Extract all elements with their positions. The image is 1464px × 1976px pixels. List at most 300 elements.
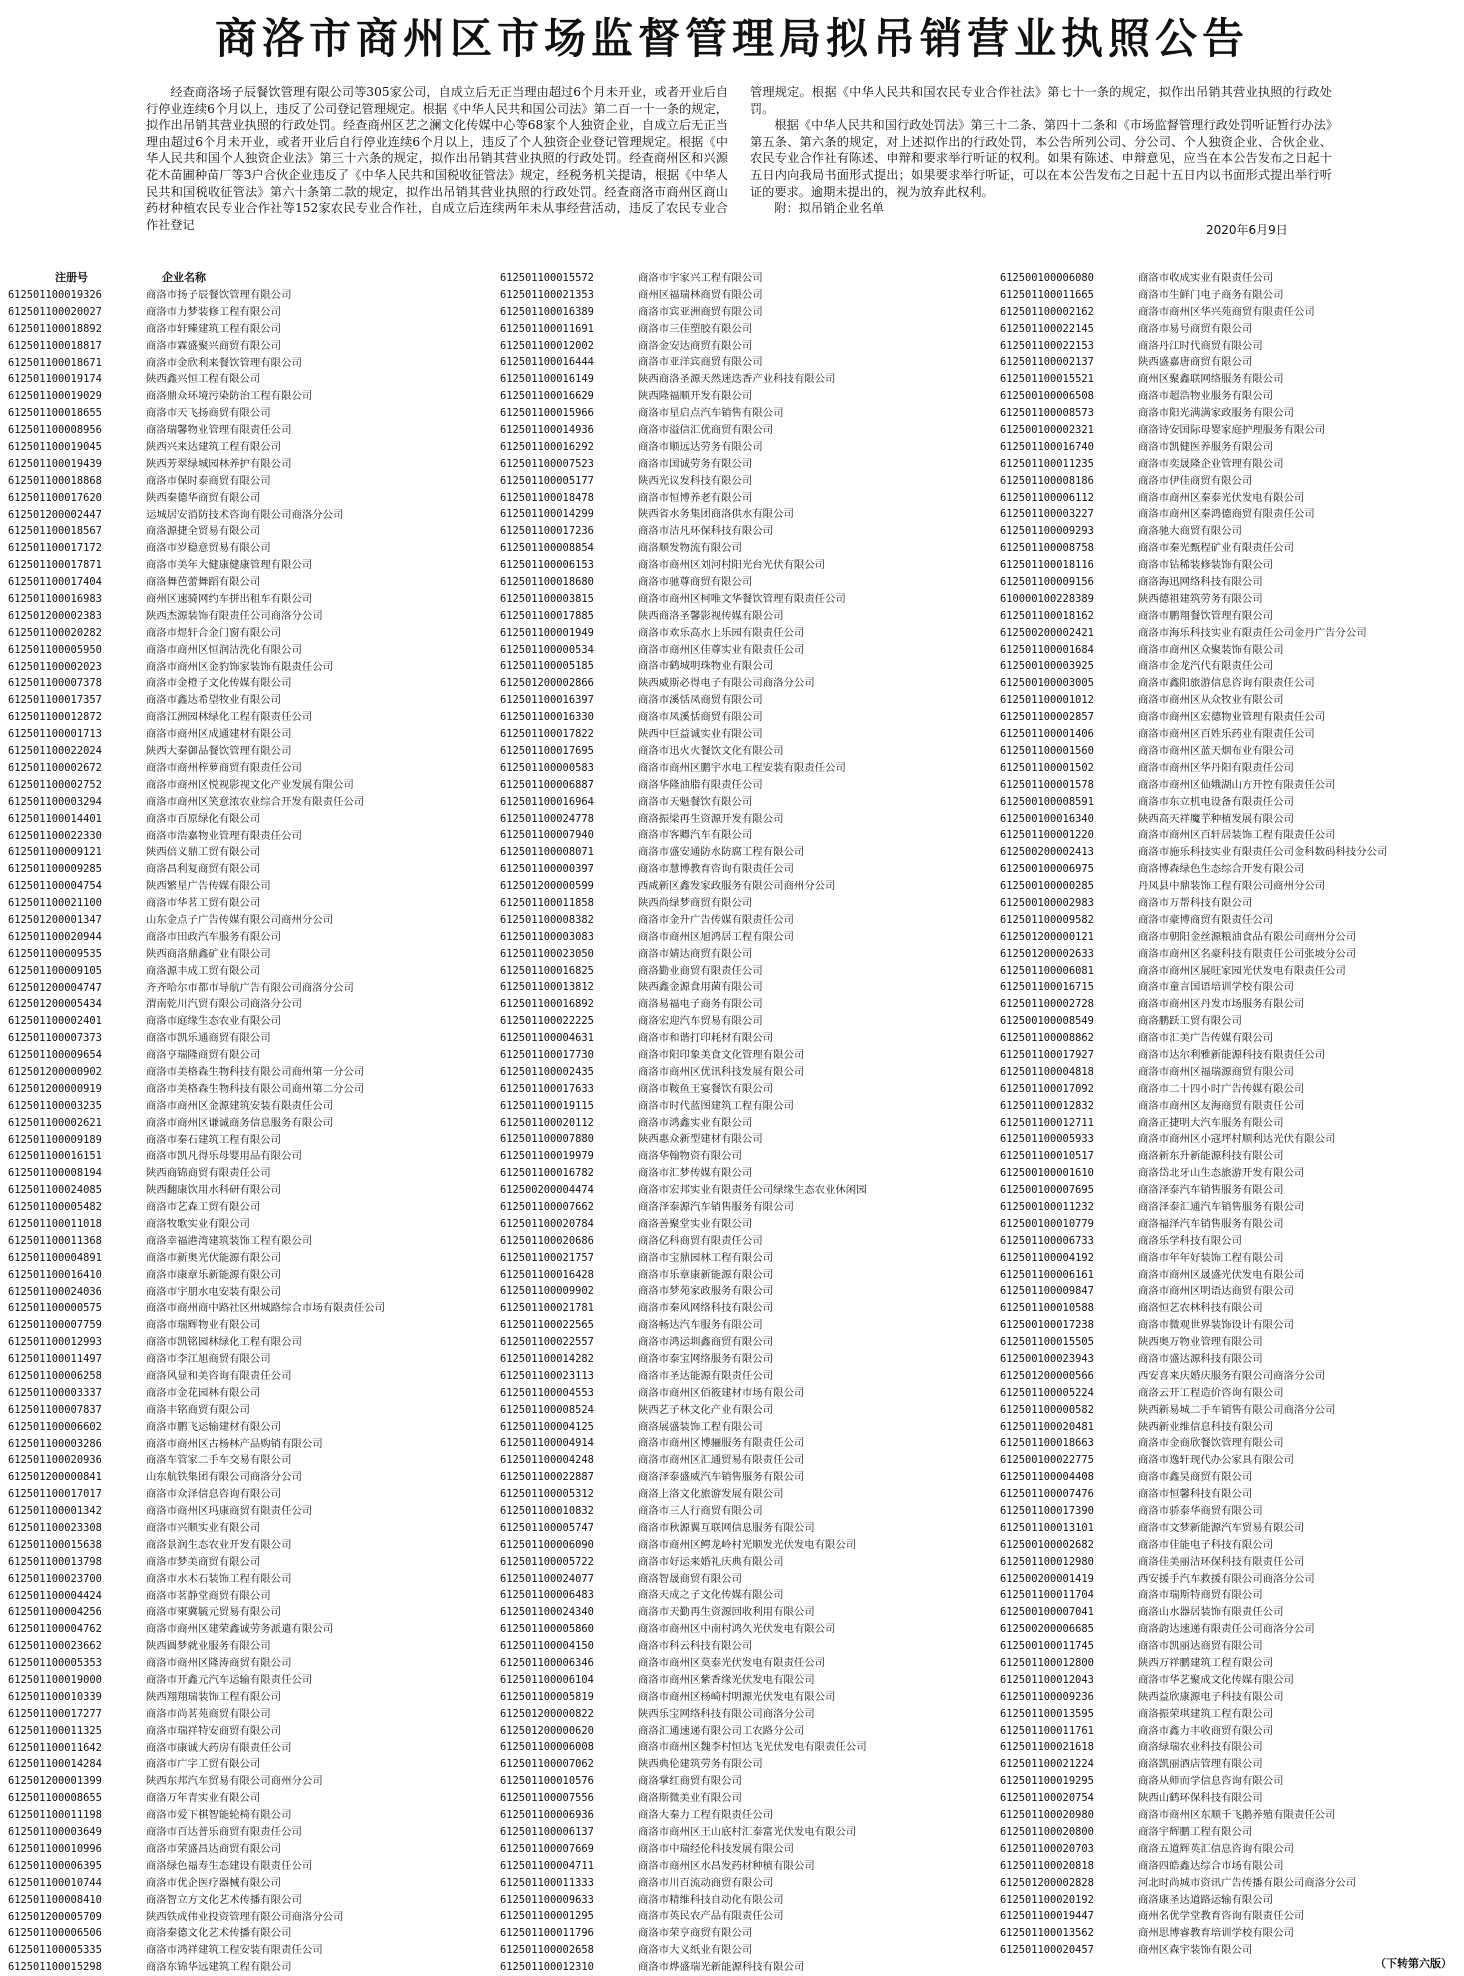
list-item (500, 1942, 992, 1959)
company-name: 商洛上洛文化旅游发展有限公司 (638, 1488, 784, 1501)
company-name: 商洛市星启点汽车销售有限公司 (638, 407, 784, 420)
list-item (500, 1148, 992, 1165)
list-item (1000, 979, 1460, 996)
list-item (8, 1638, 488, 1655)
company-name: 商洛市商州区小寇坪村顺利达光伏有限公司 (1138, 1133, 1336, 1146)
list-item (500, 1452, 992, 1469)
registration-number: 612501100005482 (8, 1201, 102, 1214)
list-item (8, 1284, 488, 1301)
company-name: 商洛源捷全贸易有限公司 (146, 525, 261, 538)
list-item (500, 1571, 992, 1588)
company-name: 商洛市鑫力丰收商贸有限公司 (1138, 1724, 1274, 1737)
list-item (1000, 1486, 1460, 1503)
company-name: 陕西益欣康源电子科技有限公司 (1138, 1690, 1284, 1703)
registration-number: 612501100020703 (1000, 1842, 1094, 1855)
registration-number: 612501100001295 (500, 1910, 594, 1923)
list-item (8, 1520, 488, 1537)
list-item (8, 557, 488, 574)
company-name: 商洛市商州区悦视影视文化产业发展有限公司 (146, 778, 354, 791)
company-name: 商洛顺发物流有限公司 (638, 542, 742, 555)
registration-number: 612501100006137 (500, 1825, 594, 1838)
list-item (500, 1841, 992, 1858)
list-item (500, 811, 992, 828)
list-item (1000, 1199, 1460, 1216)
company-name: 商洛泽泰汇通汽车销售服务有限公司 (1138, 1200, 1305, 1213)
registration-number: 612501100003649 (8, 1826, 102, 1839)
registration-number: 612500100006975 (1000, 863, 1094, 876)
company-name: 陕西中巨益诚实业有限公司 (638, 728, 763, 741)
list-item (8, 963, 488, 980)
list-item (1000, 1385, 1460, 1402)
intro-right-column (750, 84, 1332, 217)
list-item (500, 946, 992, 963)
company-name: 商洛市茗静堂商贸有限公司 (146, 1589, 271, 1602)
list-item (1000, 1452, 1460, 1469)
registration-number: 612501100005747 (500, 1521, 594, 1534)
company-name: 商洛新东升新能源科技有限公司 (1138, 1150, 1284, 1163)
list-item (500, 675, 992, 692)
company-name: 商洛市商州区明语达商贸有限公司 (1138, 1285, 1294, 1298)
registration-number: 612501100021100 (8, 897, 102, 910)
registration-number: 612501100005819 (500, 1690, 594, 1703)
intro-paragraph-1: 经查商洛场子辰餐饮管理有限公司等305家公司，自成立后无正当理由超过6个月未开业，或者开业后自行停业连续6个月以上，违反了公司登记管理规定。根据《中华人民共和国公司法》第二百一十一条的规定，拟作出吊销其营业执照的行政处罚。经查商州区艺之澜文化传媒中心等68家个人独资企业，自成立后无正当理由超过6个月未开业，或者开业后自行停业连续6个月以上，违反了个人独资企业登记管理规定。根据《中华人民共和国个人独资企业法》第三十六条的规定，拟作出吊销其营业执照的行政处罚。经查商州区和兴源花木苗圃种苗厂等3户合伙企业违反了《中华人民共和国税收征管法》规定，经税务机关提请，根据《中华人民共和国税收征管法》第六十条第二款的规定，拟作出吊销其营业执照的行政处罚。经查商洛市商州区商山药材种植农民专业合作社等152家农民专业合作社，自成立后连续两年未从事经营活动，违反了农民专业合作社登记 (146, 85, 728, 232)
registration-number: 612501100020457 (1000, 1944, 1094, 1957)
registration-number: 612501100018116 (1000, 559, 1094, 572)
company-name: 商洛景润生态农业开发有限公司 (146, 1538, 292, 1551)
list-item (1000, 1554, 1460, 1571)
list-item (8, 1047, 488, 1064)
list-item (500, 1115, 992, 1132)
list-item (1000, 1739, 1460, 1756)
list-item (500, 456, 992, 473)
list-item (8, 1672, 488, 1689)
company-name: 商洛市商州区金豹饰家装饰有限责任公司 (146, 660, 334, 673)
company-name: 商洛车管家二手车交易有限公司 (146, 1454, 292, 1467)
registration-number: 612501100020936 (8, 1454, 102, 1467)
list-item (8, 878, 488, 895)
registration-number: 612501100005933 (1000, 1133, 1094, 1146)
list-item (8, 1807, 488, 1824)
company-name: 陕西东邦汽车贸易有限公司商州分公司 (146, 1775, 323, 1788)
list-item (8, 388, 488, 405)
company-name: 商洛市商州区旭鸿居工程有限公司 (638, 930, 794, 943)
list-item (500, 1267, 992, 1284)
company-name: 商洛康圣达道路运输有限公司 (1138, 1893, 1274, 1906)
company-name: 商洛市海乐科技实业有限责任公司金丹广告分公司 (1138, 626, 1367, 639)
company-name: 商洛市天勤再生资源回收利用有限公司 (638, 1606, 815, 1619)
registration-number: 612501100022145 (1000, 322, 1094, 335)
list-item (1000, 405, 1460, 422)
list-item (1000, 1216, 1460, 1233)
company-name: 商洛市三人行商贸有限公司 (638, 1505, 763, 1518)
registration-number: 612501100019439 (8, 457, 102, 470)
list-item (1000, 1098, 1460, 1115)
registration-number: 612501100019174 (8, 373, 102, 386)
company-name: 河北时尚城市资讯广告传播有限公司商洛分公司 (1138, 1876, 1357, 1889)
list-item (8, 1689, 488, 1706)
registration-number: 612501100020754 (1000, 1792, 1094, 1805)
list-item (8, 1740, 488, 1757)
registration-number: 612501100004408 (1000, 1471, 1094, 1484)
list-item (8, 1148, 488, 1165)
registration-number: 612500200004474 (500, 1184, 594, 1197)
registration-number: 612501100000397 (500, 863, 594, 876)
list-item (8, 287, 488, 304)
notice-date: 2020年6月9日 (1206, 223, 1288, 237)
company-name: 商洛市梦美商贸有限公司 (146, 1555, 261, 1568)
list-item (8, 743, 488, 760)
company-name: 商洛市伊佳商贸有限公司 (1138, 474, 1253, 487)
registration-number: 612501100012993 (8, 1336, 102, 1349)
list-item (1000, 1604, 1460, 1621)
list-column-3 (1000, 270, 1460, 1959)
registration-number: 612501100017390 (1000, 1505, 1094, 1518)
registration-number: 612501100010996 (8, 1842, 102, 1855)
registration-number: 612501100002023 (8, 660, 102, 673)
company-name: 商洛市煜轩合金门窗有限公司 (146, 626, 282, 639)
company-name: 商洛市婧达商贸有限公司 (638, 947, 753, 960)
registration-number: 612501100009285 (8, 863, 102, 876)
intro-paragraph-2: 管理规定。根据《中华人民共和国农民专业合作社法》第七十一条的规定，拟作出吊销其营业执照的行政处罚。 (750, 85, 1332, 116)
list-item (500, 1604, 992, 1621)
registration-number: 612500100000285 (1000, 880, 1094, 893)
company-name: 商洛市商州梓萝商贸有限责任公司 (146, 761, 302, 774)
list-item (500, 1908, 992, 1925)
list-item (1000, 1148, 1460, 1165)
list-item (1000, 1706, 1460, 1723)
list-item (1000, 506, 1460, 523)
registration-number: 612500100002682 (1000, 1538, 1094, 1551)
list-item (1000, 844, 1460, 861)
registration-number: 612501100020112 (500, 1116, 594, 1129)
list-item (8, 523, 488, 540)
registration-number: 612501200000620 (500, 1724, 594, 1737)
company-name: 陕西圆梦就业服务有限公司 (146, 1640, 271, 1653)
company-name: 丹凤县中鼎装饰工程有限公司商州分公司 (1138, 880, 1326, 893)
registration-number: 612501100019029 (8, 390, 102, 403)
registration-number: 612501100017633 (500, 1082, 594, 1095)
registration-number: 612501100022024 (8, 745, 102, 758)
list-item (1000, 1638, 1460, 1655)
registration-number: 612501100007062 (500, 1758, 594, 1771)
list-item (8, 760, 488, 777)
registration-number: 612501100022565 (500, 1319, 594, 1332)
list-item (500, 658, 992, 675)
list-item (8, 1385, 488, 1402)
company-name: 商洛丰铭商贸有限公司 (146, 1403, 250, 1416)
registration-number: 612501100009156 (1000, 576, 1094, 589)
registration-number: 612501100016715 (1000, 981, 1094, 994)
registration-number: 612501100008410 (8, 1893, 102, 1906)
company-name: 商洛市美格森生物科技有限公司商州第二分公司 (146, 1082, 365, 1095)
registration-number: 612501100011368 (8, 1234, 102, 1247)
list-item (8, 405, 488, 422)
company-name: 商洛市商州区隆涛商贸有限公司 (146, 1657, 292, 1670)
registration-number: 612501200002866 (500, 677, 594, 690)
registration-number: 612500100008549 (1000, 1015, 1094, 1028)
registration-number: 612500100001610 (1000, 1167, 1094, 1180)
list-item (1000, 1908, 1460, 1925)
list-item (500, 895, 992, 912)
list-item (1000, 1115, 1460, 1132)
company-name: 商洛泽泰汽车销售服务有限公司 (1138, 1184, 1284, 1197)
registration-number: 612501100012832 (1000, 1099, 1094, 1112)
company-name: 商洛市三佳塑胶有限公司 (638, 322, 753, 335)
registration-number: 612501100011018 (8, 1217, 102, 1230)
list-item (1000, 1756, 1460, 1773)
registration-number: 612501100012800 (1000, 1657, 1094, 1670)
list-item (1000, 1030, 1460, 1047)
registration-number: 612501200004747 (8, 981, 102, 994)
registration-number: 612501100014282 (500, 1353, 594, 1365)
list-item (500, 1283, 992, 1300)
company-name: 运城居安消防技术咨询有限公司商洛分公司 (146, 508, 344, 521)
company-name: 商洛市保时泰商贸有限公司 (146, 474, 271, 487)
registration-number: 612501100018567 (8, 525, 102, 538)
company-name: 商洛市溪恬凤商贸有限公司 (638, 694, 763, 707)
list-item (1000, 1047, 1460, 1064)
registration-number: 612500100006080 (1000, 272, 1094, 284)
list-item (1000, 827, 1460, 844)
company-name: 商洛市力梦装修工程有限公司 (146, 305, 282, 318)
registration-number: 612501100003286 (8, 1437, 102, 1450)
company-name: 商洛亿科商贸有限责任公司 (638, 1234, 763, 1247)
company-name: 商洛市兴顺实业有限公司 (146, 1522, 261, 1535)
registration-number: 612501100016330 (500, 711, 594, 724)
company-name: 商洛市艺森工贸有限公司 (146, 1201, 261, 1214)
list-item (8, 692, 488, 709)
list-item (500, 1520, 992, 1537)
list-item (500, 1064, 992, 1081)
list-item (8, 1503, 488, 1520)
registration-number: 612501100017620 (8, 491, 102, 504)
registration-number: 612501100012002 (500, 339, 594, 352)
list-item (1000, 1131, 1460, 1148)
registration-number: 612501100004711 (500, 1859, 594, 1872)
company-name: 陕西大秦御品餐饮管理有限公司 (146, 745, 292, 758)
registration-number: 612501100009535 (8, 947, 102, 960)
company-name: 陕西倍义鼎工贸有限公司 (146, 846, 261, 859)
company-name: 商洛市商州区成通建材有限公司 (146, 728, 292, 741)
registration-number: 612500100010779 (1000, 1217, 1094, 1230)
registration-number: 612501100017695 (500, 744, 594, 757)
company-name: 商洛畅达汽车服务有限公司 (638, 1319, 763, 1332)
list-item (1000, 946, 1460, 963)
company-name: 商洛市岁稳意贸易有限公司 (146, 542, 271, 555)
list-item (500, 1030, 992, 1047)
registration-number: 612501100007759 (8, 1319, 102, 1332)
registration-number: 612501100007669 (500, 1842, 594, 1855)
company-name: 商洛五道辉英汇信息咨询有限公司 (1138, 1842, 1294, 1855)
registration-number: 612500200001419 (1000, 1572, 1094, 1585)
company-name: 商洛正捷明大汽车服务有限公司 (1138, 1116, 1284, 1129)
list-item (1000, 1182, 1460, 1199)
list-item (8, 625, 488, 642)
list-item (1000, 304, 1460, 321)
list-item (8, 490, 488, 507)
list-item (1000, 1250, 1460, 1267)
company-name: 商洛市华艺聚成文化传媒有限公司 (1138, 1673, 1294, 1686)
company-name: 商洛市爱下棋智能轮椅有限公司 (146, 1809, 292, 1822)
registration-number: 612501100022225 (500, 1015, 594, 1028)
list-item (8, 1452, 488, 1469)
registration-number: 612501100004553 (500, 1386, 594, 1399)
registration-number: 612501200000902 (8, 1065, 102, 1078)
registration-number: 612501100006104 (500, 1673, 594, 1686)
registration-number: 612501100018680 (500, 576, 594, 589)
registration-number: 612501100010744 (8, 1876, 102, 1889)
registration-number: 612501100014284 (8, 1758, 102, 1771)
company-name: 商洛市和谐打印耗材有限公司 (638, 1032, 774, 1045)
registration-number: 612501100005950 (8, 643, 102, 656)
company-name: 商洛福泽汽车销售服务有限公司 (1138, 1217, 1284, 1230)
company-name: 商洛市顺远达劳务有限公司 (638, 440, 763, 453)
registration-number: 612501100004914 (500, 1437, 594, 1450)
registration-number: 612501100002137 (1000, 356, 1094, 369)
list-item (8, 1300, 488, 1317)
registration-number: 612501100009293 (1000, 525, 1094, 538)
company-name: 商洛市朝阳金丝源粮油食品有限公司商州分公司 (1138, 930, 1357, 943)
company-name: 商洛市佳能电子科技有限公司 (1138, 1538, 1274, 1551)
registration-number: 612501100017822 (500, 728, 594, 741)
registration-number: 612501100005312 (500, 1488, 594, 1501)
company-name: 商洛智晟商贸有限公司 (638, 1572, 742, 1585)
company-name: 商洛泽泰源汽车销售服务有限公司 (638, 1200, 794, 1213)
list-item (500, 642, 992, 659)
list-item (1000, 1790, 1460, 1807)
registration-number: 612501100007940 (500, 829, 594, 842)
company-name: 商洛市鑫阳旅游信息咨询有限责任公司 (1138, 677, 1315, 690)
company-name: 商洛市鹤城明珠物业有限公司 (638, 660, 774, 673)
registration-number: 612501100007373 (8, 1032, 102, 1045)
company-name: 陕西盛嘉唐商贸有限公司 (1138, 356, 1253, 369)
list-item (500, 1858, 992, 1875)
registration-number: 612501100015521 (1000, 373, 1094, 386)
company-name: 陕西商锦商贸有限责任公司 (146, 1167, 271, 1180)
registration-number: 612501100006936 (500, 1809, 594, 1822)
list-item (8, 1909, 488, 1926)
company-name: 陕西尚绿梦商贸有限公司 (638, 896, 753, 909)
registration-number: 612501100020784 (500, 1217, 594, 1230)
registration-number: 612501100011642 (8, 1741, 102, 1754)
company-name: 商洛市金升广告传媒有限责任公司 (638, 913, 794, 926)
company-name: 商洛市梦苑家政服务有限公司 (638, 1285, 774, 1298)
registration-number: 612501100010517 (1000, 1150, 1094, 1163)
list-item (1000, 1925, 1460, 1942)
company-name: 商洛市奕晟隆企业管理有限公司 (1138, 457, 1284, 470)
company-name: 商洛市瑞辉物业有限公司 (146, 1319, 261, 1332)
company-name: 商洛秦德文化艺术传播有限公司 (146, 1927, 292, 1940)
list-item (8, 321, 488, 338)
list-item (500, 692, 992, 709)
registration-number: 612501100006008 (500, 1741, 594, 1754)
company-name: 商洛市商州区蓝天烟布业有限公司 (1138, 744, 1294, 757)
registration-number: 612501100008854 (500, 542, 594, 555)
registration-number: 612501100017404 (8, 576, 102, 589)
list-item (8, 1554, 488, 1571)
company-name: 陕西光议发科技有限公司 (638, 474, 753, 487)
list-item (500, 574, 992, 591)
registration-number: 612501100016292 (500, 440, 594, 453)
company-name: 陕西新业维信息科技有限公司 (1138, 1420, 1274, 1433)
registration-number: 612501100024340 (500, 1606, 594, 1619)
list-item (1000, 1233, 1460, 1250)
list-item (1000, 540, 1460, 557)
company-name: 商洛市商州区柯唯文华餐饮管理有限责任公司 (638, 592, 846, 605)
list-item (500, 1892, 992, 1909)
company-name: 商洛市钻稀装修装饰有限公司 (1138, 559, 1274, 572)
company-name: 商洛市金龙汽代有限责任公司 (1138, 660, 1274, 673)
company-name: 商洛市商州区展旺家园光伏发电有限责任公司 (1138, 964, 1346, 977)
company-name: 商洛市商州区百姓乐药业有限责任公司 (1138, 728, 1315, 741)
company-name: 商洛市凯丽达商贸有限公司 (1138, 1640, 1263, 1653)
company-name: 商洛市宇朋水电安装有限公司 (146, 1285, 282, 1298)
list-item (500, 878, 992, 895)
company-name: 商洛市瑞斯特商贸有限公司 (1138, 1589, 1263, 1602)
list-item (500, 1756, 992, 1773)
company-name: 商洛云开工程造价咨询有限公司 (1138, 1386, 1284, 1399)
company-name: 商州区聚鑫联网络服务有限公司 (1138, 373, 1284, 386)
registration-number: 612501100016983 (8, 593, 102, 606)
company-name: 商洛市商州商中路社区州城路综合市场有限责任公司 (146, 1302, 385, 1315)
list-column-1 (8, 270, 488, 1976)
company-name: 商洛市圣达能源有限责任公司 (638, 1369, 774, 1382)
company-name: 商洛市文梦新能源汽车贸易有限公司 (1138, 1521, 1305, 1534)
registration-number: 612501100000582 (1000, 1403, 1094, 1416)
list-item (500, 1368, 992, 1385)
registration-number: 612501100001012 (1000, 694, 1094, 707)
registration-number: 610000100228389 (1000, 592, 1094, 605)
list-item (8, 1267, 488, 1284)
registration-number: 612501100002752 (8, 778, 102, 791)
registration-number: 612501100009654 (8, 1049, 102, 1062)
company-name: 商洛市阳印象美食文化管理有限公司 (638, 1048, 805, 1061)
list-item (500, 1402, 992, 1419)
registration-number: 612501100016825 (500, 964, 594, 977)
list-item (500, 1655, 992, 1672)
registration-number: 612501100019115 (500, 1099, 594, 1112)
list-item (8, 1824, 488, 1841)
company-name: 商洛振梁再生资源开发有限公司 (638, 812, 784, 825)
list-item (500, 1435, 992, 1452)
registration-number: 612501100015966 (500, 407, 594, 420)
registration-number: 612501100008524 (500, 1403, 594, 1416)
registration-number: 612501100016740 (1000, 440, 1094, 453)
company-name: 商洛市金商欣餐饮管理有限公司 (1138, 1437, 1284, 1450)
list-item (1000, 473, 1460, 490)
registration-number: 612501100023662 (8, 1640, 102, 1653)
registration-number: 612501100020818 (1000, 1859, 1094, 1872)
registration-number: 612501100019326 (8, 289, 102, 301)
registration-number: 612501100004125 (500, 1420, 594, 1433)
list-item (1000, 1655, 1460, 1672)
list-item (8, 709, 488, 726)
registration-number: 612501100007378 (8, 677, 102, 690)
list-item (8, 996, 488, 1013)
company-name: 商洛市溢信汇优商贸有限公司 (638, 424, 774, 437)
registration-number: 612501100001406 (1000, 728, 1094, 741)
company-name: 商洛市商州区仙娥湖山方开控有限责任公司 (1138, 778, 1336, 791)
company-name: 商洛市优企医疗器械有限公司 (146, 1876, 282, 1889)
company-name: 商洛市达尔利雅新能源科技有限责任公司 (1138, 1048, 1326, 1061)
header-reg-number: 注册号 (55, 271, 88, 284)
company-name: 商洛市商州区佳尊实业有限责任公司 (638, 643, 805, 656)
list-item (500, 1486, 992, 1503)
registration-number: 612501100004248 (500, 1454, 594, 1467)
list-item (500, 1959, 992, 1976)
company-name: 商洛四皓鑫达综合市场有限公司 (1138, 1859, 1284, 1872)
company-name: 商洛市商州区金源建筑安装有限责任公司 (146, 1099, 334, 1112)
